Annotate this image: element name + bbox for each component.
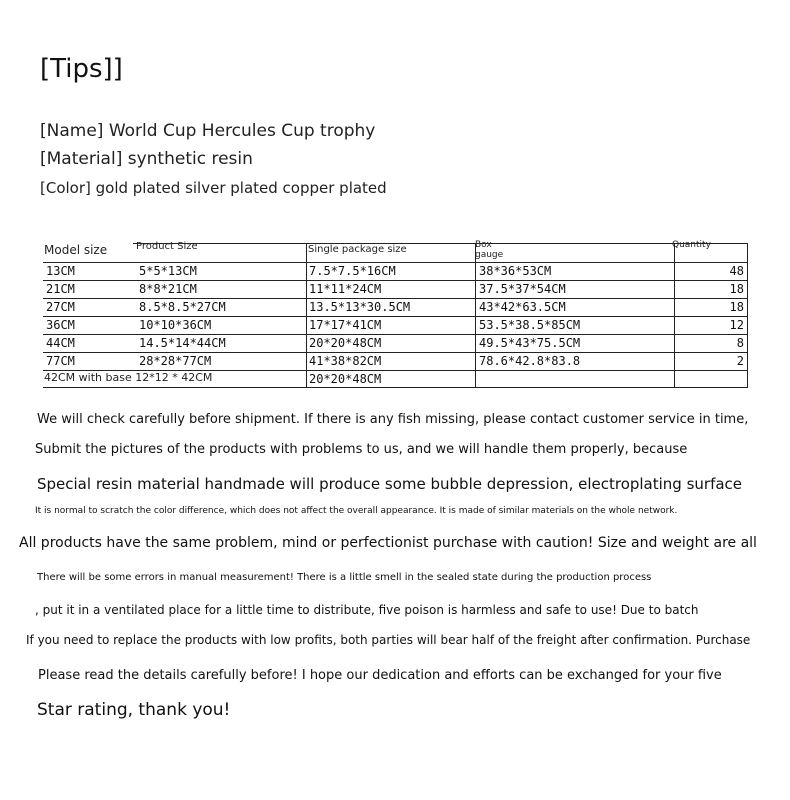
table-row-rule	[43, 352, 747, 353]
table-row-rule	[43, 334, 747, 335]
table-top-rule	[133, 243, 747, 244]
cell-model: 21CM	[46, 282, 75, 296]
cell-model: 13CM	[46, 264, 75, 278]
notice-line-6: There will be some errors in manual measurement! There is a little smell in the sealed state during the production process	[37, 572, 652, 583]
cell-box: 43*42*63.5CM	[479, 300, 566, 314]
cell-single: 13.5*13*30.5CM	[309, 300, 411, 314]
table-col-rule	[475, 243, 476, 387]
header-single-package: Single package size	[308, 244, 407, 255]
notice-line-5: All products have the same problem, mind or perfectionist purchase with caution! Size and weight are all	[19, 535, 757, 551]
cell-box: 37.5*37*54CM	[479, 282, 566, 296]
cell-single: 20*20*48CM	[309, 336, 382, 350]
cell-model: 44CM	[46, 336, 75, 350]
cell-model: 36CM	[46, 318, 75, 332]
cell-box: 49.5*43*75.5CM	[479, 336, 581, 350]
cell-quantity: 8	[736, 336, 744, 350]
cell-quantity: 18	[729, 282, 744, 296]
spec-table	[43, 240, 748, 388]
product-color-line: [Color] gold plated silver plated copper plated	[40, 179, 387, 197]
table-row-rule	[43, 316, 747, 317]
notice-line-3: Special resin material handmade will produce some bubble depression, electroplating surface	[37, 475, 743, 493]
notice-line-10: Star rating, thank you!	[37, 700, 231, 720]
notice-line-1: We will check carefully before shipment. If there is any fish missing, please contact customer service in time,	[37, 412, 749, 427]
table-row-rule	[43, 298, 747, 299]
table-col-rule	[674, 243, 675, 387]
cell-quantity: 2	[736, 354, 744, 368]
cell-box: 53.5*38.5*85CM	[479, 318, 581, 332]
cell-product: 5*5*13CM	[139, 264, 197, 278]
cell-product: 8.5*8.5*27CM	[139, 300, 226, 314]
tips-heading: [Tips]]	[40, 54, 123, 84]
notice-line-8: If you need to replace the products with low profits, both parties will bear half of the freight after confirmation. Purchase	[26, 633, 751, 647]
table-col-rule	[306, 243, 307, 387]
notice-line-9: Please read the details carefully before! I hope our dedication and efforts can be exchanged for your five	[38, 668, 722, 683]
cell-single: 41*38*82CM	[309, 354, 382, 368]
cell-base-label: 42CM with base 12*12 * 42CM	[44, 371, 213, 384]
cell-quantity: 12	[729, 318, 744, 332]
notice-line-7: , put it in a ventilated place for a little time to distribute, five poison is harmless and safe to use! Due to batch	[35, 603, 699, 617]
cell-product: 28*28*77CM	[139, 354, 212, 368]
notice-line-4: It is normal to scratch the color difference, which does not affect the overall appearance. It is made of similar materials on the whole network.	[35, 506, 678, 516]
table-header-rule	[43, 262, 747, 263]
cell-product: 10*10*36CM	[139, 318, 212, 332]
cell-base-single: 20*20*48CM	[309, 372, 382, 386]
cell-model: 27CM	[46, 300, 75, 314]
header-box: Box	[475, 240, 492, 250]
cell-box: 38*36*53CM	[479, 264, 552, 278]
cell-single: 17*17*41CM	[309, 318, 382, 332]
cell-quantity: 48	[729, 264, 744, 278]
cell-box: 78.6*42.8*83.8	[479, 354, 581, 368]
header-box-gauge: gauge	[475, 250, 504, 260]
cell-model: 77CM	[46, 354, 75, 368]
product-material-line: [Material] synthetic resin	[40, 149, 253, 169]
cell-product: 8*8*21CM	[139, 282, 197, 296]
notice-line-2: Submit the pictures of the products with problems to us, and we will handle them properly, because	[35, 442, 688, 457]
product-name-line: [Name] World Cup Hercules Cup trophy	[40, 121, 376, 141]
cell-single: 7.5*7.5*16CM	[309, 264, 396, 278]
header-product-size: Product Size	[136, 241, 198, 252]
cell-product: 14.5*14*44CM	[139, 336, 226, 350]
header-quantity: Quantity	[672, 240, 711, 250]
cell-single: 11*11*24CM	[309, 282, 382, 296]
cell-quantity: 18	[729, 300, 744, 314]
header-model-size: Model size	[44, 243, 108, 257]
table-row-rule	[43, 280, 747, 281]
